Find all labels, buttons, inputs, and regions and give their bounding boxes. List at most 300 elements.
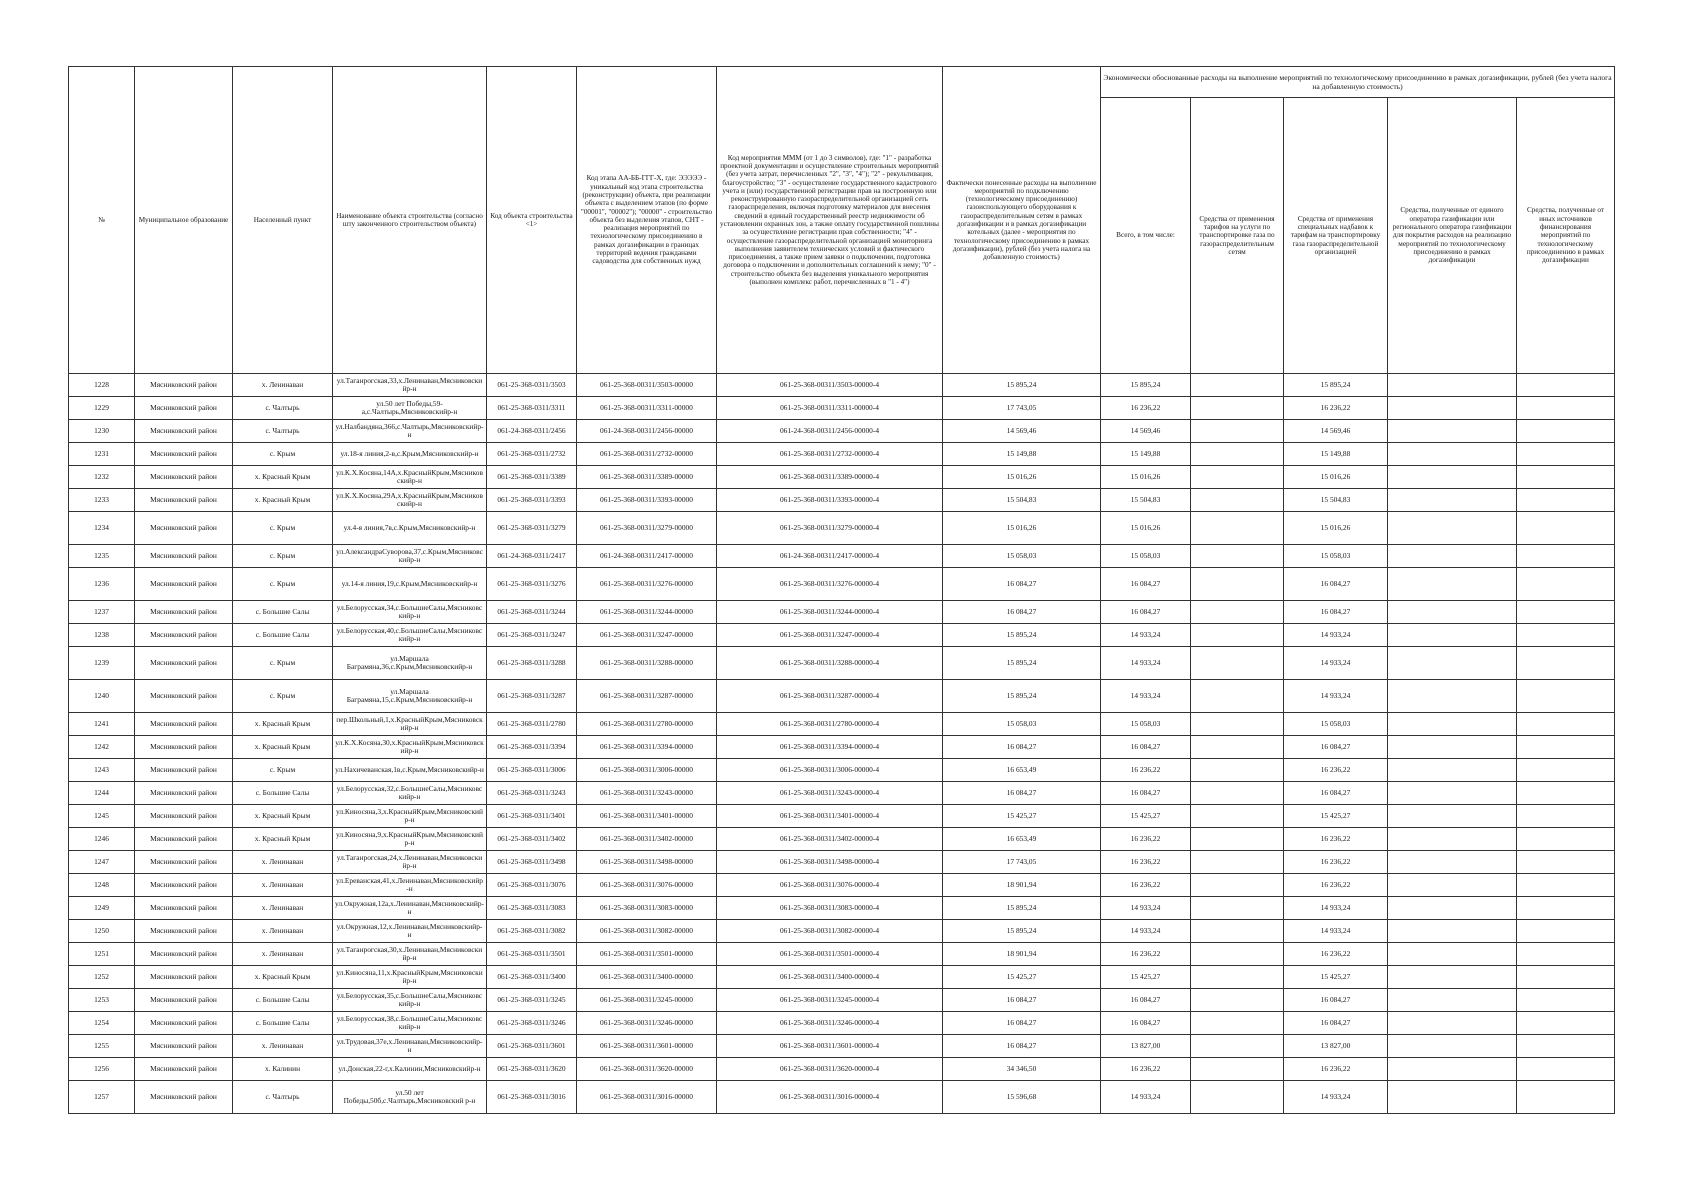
- row-tariff-transport: [1191, 851, 1284, 874]
- table-row: [69, 828, 1615, 851]
- row-number: 1231: [69, 443, 135, 466]
- row-total: 13 827,00: [1101, 1035, 1191, 1058]
- table-row: [69, 966, 1615, 989]
- table-row: [69, 920, 1615, 943]
- row-special-surcharge: 16 236,22: [1284, 943, 1388, 966]
- row-total: 16 084,27: [1101, 782, 1191, 805]
- row-tariff-transport: [1191, 397, 1284, 420]
- row-event-code: 061-25-368-00311/3498-00000-4: [717, 851, 943, 874]
- row-event-code: 061-25-368-00311/3311-00000-4: [717, 397, 943, 420]
- header-total: Всего, в том числе:: [1101, 98, 1191, 374]
- row-object-name: ул.АлександраСуворова,37,с.Крым,Мясниковскийр-н: [333, 545, 487, 568]
- row-settlement: х. Ленинаван: [233, 1035, 333, 1058]
- row-other-sources: [1517, 1035, 1615, 1058]
- row-object-code: 061-25-368-0311/3244: [487, 601, 577, 624]
- row-settlement: х. Ленинаван: [233, 851, 333, 874]
- table-row: [69, 874, 1615, 897]
- row-tariff-transport: [1191, 545, 1284, 568]
- row-actual-costs: 17 743,05: [943, 397, 1101, 420]
- row-other-sources: [1517, 943, 1615, 966]
- row-object-code: 061-25-368-0311/3503: [487, 374, 577, 397]
- row-other-sources: [1517, 545, 1615, 568]
- row-stage-code: 061-25-368-00311/3393-00000: [577, 489, 717, 512]
- row-stage-code: 061-25-368-00311/3076-00000: [577, 874, 717, 897]
- row-tariff-transport: [1191, 601, 1284, 624]
- table-row: [69, 943, 1615, 966]
- row-object-name: ул.Белорусская,40,с.БольшиеСалы,Мясниковскийр-н: [333, 624, 487, 647]
- row-special-surcharge: 16 084,27: [1284, 736, 1388, 759]
- row-special-surcharge: 15 058,03: [1284, 713, 1388, 736]
- row-actual-costs: 15 425,27: [943, 805, 1101, 828]
- row-stage-code: 061-25-368-00311/3082-00000: [577, 920, 717, 943]
- row-other-sources: [1517, 1058, 1615, 1081]
- row-event-code: 061-25-368-00311/3243-00000-4: [717, 782, 943, 805]
- row-other-sources: [1517, 374, 1615, 397]
- row-object-name: ул.Белорусская,35,с.БольшиеСалы,Мясниковскийр-н: [333, 989, 487, 1012]
- row-settlement: с. Чалтырь: [233, 1081, 333, 1114]
- row-settlement: с. Чалтырь: [233, 397, 333, 420]
- row-object-code: 061-25-368-0311/3276: [487, 568, 577, 601]
- row-special-surcharge: 16 084,27: [1284, 601, 1388, 624]
- row-other-sources: [1517, 736, 1615, 759]
- row-object-code: 061-25-368-0311/3498: [487, 851, 577, 874]
- row-stage-code: 061-25-368-00311/3394-00000: [577, 736, 717, 759]
- row-municipality: Мясниковский район: [135, 601, 233, 624]
- row-number: 1230: [69, 420, 135, 443]
- row-settlement: х. Красный Крым: [233, 805, 333, 828]
- row-special-surcharge: 13 827,00: [1284, 1035, 1388, 1058]
- row-actual-costs: 15 895,24: [943, 680, 1101, 713]
- row-object-code: 061-25-368-0311/3401: [487, 805, 577, 828]
- row-settlement: х. Ленинаван: [233, 943, 333, 966]
- row-municipality: Мясниковский район: [135, 420, 233, 443]
- table-row: [69, 759, 1615, 782]
- row-total: 16 084,27: [1101, 601, 1191, 624]
- row-other-sources: [1517, 647, 1615, 680]
- row-special-surcharge: 16 236,22: [1284, 759, 1388, 782]
- row-operator-funds: [1388, 805, 1517, 828]
- row-special-surcharge: 16 236,22: [1284, 828, 1388, 851]
- row-number: 1257: [69, 1081, 135, 1114]
- header-municipality: Муниципальное образование: [135, 67, 233, 374]
- row-special-surcharge: 15 058,03: [1284, 545, 1388, 568]
- row-special-surcharge: 16 084,27: [1284, 989, 1388, 1012]
- row-municipality: Мясниковский район: [135, 713, 233, 736]
- row-tariff-transport: [1191, 736, 1284, 759]
- row-special-surcharge: 14 933,24: [1284, 897, 1388, 920]
- row-event-code: 061-25-368-00311/3276-00000-4: [717, 568, 943, 601]
- row-stage-code: 061-25-368-00311/3503-00000: [577, 374, 717, 397]
- row-municipality: Мясниковский район: [135, 897, 233, 920]
- row-object-name: ул.К.Х.Косяна,30,х.КрасныйКрым,Мясниковскийр-н: [333, 736, 487, 759]
- table-row: [69, 466, 1615, 489]
- row-tariff-transport: [1191, 713, 1284, 736]
- row-event-code: 061-25-368-00311/3076-00000-4: [717, 874, 943, 897]
- row-municipality: Мясниковский район: [135, 943, 233, 966]
- row-number: 1251: [69, 943, 135, 966]
- row-object-code: 061-25-368-0311/3016: [487, 1081, 577, 1114]
- table-row: [69, 1012, 1615, 1035]
- row-other-sources: [1517, 624, 1615, 647]
- row-object-code: 061-25-368-0311/3402: [487, 828, 577, 851]
- row-object-code: 061-25-368-0311/3400: [487, 966, 577, 989]
- header-no: №: [69, 67, 135, 374]
- row-settlement: с. Большие Салы: [233, 989, 333, 1012]
- row-event-code: 061-25-368-00311/3246-00000-4: [717, 1012, 943, 1035]
- header-operator-funds: Средства, полученные от единого оператора газификации или регионального оператора газификации для покрытия расходов на реализацию мероприятий по технологическому присоединению в рамках догазификации: [1388, 98, 1517, 374]
- row-tariff-transport: [1191, 989, 1284, 1012]
- row-settlement: с. Большие Салы: [233, 782, 333, 805]
- row-operator-funds: [1388, 943, 1517, 966]
- row-tariff-transport: [1191, 568, 1284, 601]
- row-settlement: с. Крым: [233, 443, 333, 466]
- row-number: 1238: [69, 624, 135, 647]
- row-tariff-transport: [1191, 647, 1284, 680]
- row-other-sources: [1517, 466, 1615, 489]
- row-actual-costs: 15 149,88: [943, 443, 1101, 466]
- row-actual-costs: 15 895,24: [943, 920, 1101, 943]
- row-number: 1236: [69, 568, 135, 601]
- row-total: 14 569,46: [1101, 420, 1191, 443]
- row-object-name: ул.Окружная,12,х.Ленинаван,Мясниковскийр-н: [333, 920, 487, 943]
- row-tariff-transport: [1191, 624, 1284, 647]
- row-event-code: 061-25-368-00311/3083-00000-4: [717, 897, 943, 920]
- row-other-sources: [1517, 489, 1615, 512]
- row-actual-costs: 15 016,26: [943, 512, 1101, 545]
- row-municipality: Мясниковский район: [135, 874, 233, 897]
- row-event-code: 061-25-368-00311/3620-00000-4: [717, 1058, 943, 1081]
- row-municipality: Мясниковский район: [135, 805, 233, 828]
- row-stage-code: 061-24-368-00311/2456-00000: [577, 420, 717, 443]
- row-event-code: 061-25-368-00311/3279-00000-4: [717, 512, 943, 545]
- row-total: 16 084,27: [1101, 568, 1191, 601]
- row-other-sources: [1517, 568, 1615, 601]
- row-operator-funds: [1388, 1081, 1517, 1114]
- row-total: 15 425,27: [1101, 805, 1191, 828]
- row-operator-funds: [1388, 782, 1517, 805]
- row-other-sources: [1517, 1012, 1615, 1035]
- row-actual-costs: 16 084,27: [943, 1035, 1101, 1058]
- row-tariff-transport: [1191, 897, 1284, 920]
- row-tariff-transport: [1191, 828, 1284, 851]
- table-row: [69, 897, 1615, 920]
- header-stage-code: Код этапа АА-ББ-ГГГ-Х, где: ЭЭЭЭЭ - уникальный код этапа строительства (реконструкции) объекта, при реализации объекта с выделением этапов (по форме "00001", "00002"); "00000" - строительство объекта без выделения этапов, СНТ - реализация мероприятий по технологическому присоединению в рамках догазификации в границах территорий ведения гражданами садоводства для собственных нужд: [577, 67, 717, 374]
- row-object-code: 061-25-368-0311/3076: [487, 874, 577, 897]
- row-settlement: х. Красный Крым: [233, 713, 333, 736]
- row-total: 14 933,24: [1101, 897, 1191, 920]
- row-total: 15 016,26: [1101, 512, 1191, 545]
- row-event-code: 061-24-368-00311/2456-00000-4: [717, 420, 943, 443]
- row-stage-code: 061-25-368-00311/3287-00000: [577, 680, 717, 713]
- row-municipality: Мясниковский район: [135, 1058, 233, 1081]
- row-tariff-transport: [1191, 1012, 1284, 1035]
- header-event-code: Код мероприятия МММ (от 1 до 3 символов), где: "1" - разработка проектной документации и осуществление строительных мероприятий (без учета затрат, перечисленных "2", "3", "4"); "2" - рекультивация, благоустройство; "3" - осуществление государственного кадастрового учета и (или) государственной регистрации прав на построенную или реконструированную газораспределительной организацией сеть газораспределения, включая подготовку материалов для внесения сведений в единый государственный реестр недвижимости об установлении охранных зон, а также оплату государственной пошлины за осуществление регистрации прав собственности; "4" - осуществление газораспределительной организацией мониторинга выполнения заявителем технических условий и фактического присоединения, а также прием заявки о подключении, подготовка договора о подключении и дополнительных соглашений к нему; "0" - строительство объекта без выделения уникального мероприятия (выполнен комплекс работ, перечисленных в "1 - 4"): [717, 67, 943, 374]
- row-actual-costs: 15 895,24: [943, 624, 1101, 647]
- row-municipality: Мясниковский район: [135, 782, 233, 805]
- row-object-name: ул.Таганрогская,30,х.Ленинаван,Мясниковскийр-н: [333, 943, 487, 966]
- row-operator-funds: [1388, 568, 1517, 601]
- row-tariff-transport: [1191, 874, 1284, 897]
- row-tariff-transport: [1191, 1081, 1284, 1114]
- row-event-code: 061-25-368-00311/3244-00000-4: [717, 601, 943, 624]
- row-settlement: х. Ленинаван: [233, 897, 333, 920]
- row-operator-funds: [1388, 624, 1517, 647]
- table-row: [69, 420, 1615, 443]
- row-settlement: х. Красный Крым: [233, 466, 333, 489]
- row-municipality: Мясниковский район: [135, 512, 233, 545]
- row-operator-funds: [1388, 1035, 1517, 1058]
- row-actual-costs: 15 058,03: [943, 545, 1101, 568]
- row-operator-funds: [1388, 466, 1517, 489]
- row-actual-costs: 16 084,27: [943, 568, 1101, 601]
- row-actual-costs: 18 901,94: [943, 943, 1101, 966]
- row-municipality: Мясниковский район: [135, 828, 233, 851]
- row-event-code: 061-25-368-00311/3601-00000-4: [717, 1035, 943, 1058]
- row-object-name: ул.18-я линия,2-в,с.Крым,Мясниковскийр-н: [333, 443, 487, 466]
- row-object-code: 061-25-368-0311/3601: [487, 1035, 577, 1058]
- row-actual-costs: 15 016,26: [943, 466, 1101, 489]
- header-object-code: Код объекта строительства <1>: [487, 67, 577, 374]
- row-number: 1255: [69, 1035, 135, 1058]
- table-row: [69, 601, 1615, 624]
- row-settlement: с. Крым: [233, 647, 333, 680]
- row-object-name: ул.Белорусская,38,с.БольшиеСалы,Мясниковскийр-н: [333, 1012, 487, 1035]
- row-municipality: Мясниковский район: [135, 647, 233, 680]
- row-operator-funds: [1388, 489, 1517, 512]
- row-number: 1249: [69, 897, 135, 920]
- row-event-code: 061-25-368-00311/3503-00000-4: [717, 374, 943, 397]
- row-special-surcharge: 14 933,24: [1284, 1081, 1388, 1114]
- row-operator-funds: [1388, 374, 1517, 397]
- row-special-surcharge: 16 236,22: [1284, 1058, 1388, 1081]
- row-operator-funds: [1388, 397, 1517, 420]
- row-number: 1256: [69, 1058, 135, 1081]
- row-object-name: ул.Трудовая,37е,х.Ленинаван,Мясниковскийр-н: [333, 1035, 487, 1058]
- row-municipality: Мясниковский район: [135, 680, 233, 713]
- table-row: [69, 512, 1615, 545]
- row-total: 14 933,24: [1101, 680, 1191, 713]
- row-stage-code: 061-25-368-00311/3006-00000: [577, 759, 717, 782]
- row-settlement: с. Большие Салы: [233, 624, 333, 647]
- row-municipality: Мясниковский район: [135, 1081, 233, 1114]
- table-row: [69, 805, 1615, 828]
- row-object-code: 061-24-368-0311/2456: [487, 420, 577, 443]
- row-other-sources: [1517, 805, 1615, 828]
- row-object-name: ул.Таганрогская,33,х.Ленинаван,Мясниковскийр-н: [333, 374, 487, 397]
- row-object-name: ул.Донская,22-г,х.Калинин,Мясниковскийр-н: [333, 1058, 487, 1081]
- row-tariff-transport: [1191, 489, 1284, 512]
- row-object-name: ул.Белорусская,34,с.БольшиеСалы,Мясниковскийр-н: [333, 601, 487, 624]
- row-object-code: 061-25-368-0311/3245: [487, 989, 577, 1012]
- row-number: 1237: [69, 601, 135, 624]
- row-event-code: 061-25-368-00311/3288-00000-4: [717, 647, 943, 680]
- row-actual-costs: 15 425,27: [943, 966, 1101, 989]
- row-number: 1250: [69, 920, 135, 943]
- row-object-code: 061-25-368-0311/3246: [487, 1012, 577, 1035]
- row-municipality: Мясниковский район: [135, 851, 233, 874]
- row-other-sources: [1517, 966, 1615, 989]
- row-actual-costs: 16 084,27: [943, 782, 1101, 805]
- row-municipality: Мясниковский район: [135, 1012, 233, 1035]
- row-operator-funds: [1388, 989, 1517, 1012]
- row-special-surcharge: 14 933,24: [1284, 624, 1388, 647]
- row-other-sources: [1517, 920, 1615, 943]
- row-special-surcharge: 14 933,24: [1284, 680, 1388, 713]
- row-object-name: ул.50 лет Победы,50б,с.Чалтырь,Мясниковский р-н: [333, 1081, 487, 1114]
- row-municipality: Мясниковский район: [135, 568, 233, 601]
- row-other-sources: [1517, 874, 1615, 897]
- row-settlement: с. Крым: [233, 512, 333, 545]
- row-municipality: Мясниковский район: [135, 966, 233, 989]
- row-operator-funds: [1388, 420, 1517, 443]
- row-tariff-transport: [1191, 759, 1284, 782]
- row-object-name: ул.Киносяна,11,х.КрасныйКрым,Мясниковскийр-н: [333, 966, 487, 989]
- row-other-sources: [1517, 897, 1615, 920]
- header-other-sources: Средства, полученные от иных источников финансирования мероприятий по технологическому присоединению в рамках догазификации: [1517, 98, 1615, 374]
- table-row: [69, 851, 1615, 874]
- table-row: [69, 624, 1615, 647]
- row-operator-funds: [1388, 966, 1517, 989]
- row-other-sources: [1517, 759, 1615, 782]
- row-actual-costs: 15 058,03: [943, 713, 1101, 736]
- row-settlement: с. Крым: [233, 545, 333, 568]
- row-total: 14 933,24: [1101, 624, 1191, 647]
- row-special-surcharge: 15 425,27: [1284, 805, 1388, 828]
- header-tariff-transport: Средства от применения тарифов на услуги по транспортировке газа по газораспределительным сетям: [1191, 98, 1284, 374]
- row-special-surcharge: 14 933,24: [1284, 647, 1388, 680]
- row-settlement: с. Крым: [233, 568, 333, 601]
- row-other-sources: [1517, 680, 1615, 713]
- row-object-code: 061-25-368-0311/3006: [487, 759, 577, 782]
- row-tariff-transport: [1191, 466, 1284, 489]
- row-tariff-transport: [1191, 512, 1284, 545]
- table-row: [69, 782, 1615, 805]
- table-header: [69, 67, 1615, 374]
- row-object-code: 061-25-368-0311/3620: [487, 1058, 577, 1081]
- row-object-name: ул.Налбандяна,366,с.Чалтырь,Мясниковскийр-н: [333, 420, 487, 443]
- row-settlement: с. Большие Салы: [233, 601, 333, 624]
- row-total: 15 895,24: [1101, 374, 1191, 397]
- row-tariff-transport: [1191, 443, 1284, 466]
- row-other-sources: [1517, 512, 1615, 545]
- row-total: 16 236,22: [1101, 759, 1191, 782]
- row-total: 15 016,26: [1101, 466, 1191, 489]
- row-actual-costs: 16 653,49: [943, 828, 1101, 851]
- row-object-code: 061-25-368-0311/3311: [487, 397, 577, 420]
- row-object-name: ул.4-я линия,7в,с.Крым,Мясниковскийр-н: [333, 512, 487, 545]
- row-event-code: 061-24-368-00311/2417-00000-4: [717, 545, 943, 568]
- row-other-sources: [1517, 713, 1615, 736]
- row-number: 1239: [69, 647, 135, 680]
- row-object-code: 061-25-368-0311/2780: [487, 713, 577, 736]
- row-event-code: 061-25-368-00311/3287-00000-4: [717, 680, 943, 713]
- row-object-name: ул.Таганрогская,24,х.Ленинаван,Мясниковскийр-н: [333, 851, 487, 874]
- row-settlement: х. Ленинаван: [233, 920, 333, 943]
- row-municipality: Мясниковский район: [135, 397, 233, 420]
- row-stage-code: 061-25-368-00311/3400-00000: [577, 966, 717, 989]
- table-body: [69, 374, 1615, 1114]
- row-municipality: Мясниковский район: [135, 989, 233, 1012]
- row-operator-funds: [1388, 828, 1517, 851]
- row-object-code: 061-25-368-0311/3243: [487, 782, 577, 805]
- row-settlement: с. Крым: [233, 759, 333, 782]
- row-number: 1247: [69, 851, 135, 874]
- row-municipality: Мясниковский район: [135, 374, 233, 397]
- row-object-name: ул.Нахичеванская,1в,с.Крым,Мясниковскийр-н: [333, 759, 487, 782]
- row-operator-funds: [1388, 601, 1517, 624]
- row-object-name: ул.Окружная,12а,х.Ленинаван,Мясниковскийр-н: [333, 897, 487, 920]
- row-operator-funds: [1388, 647, 1517, 680]
- row-number: 1234: [69, 512, 135, 545]
- row-municipality: Мясниковский район: [135, 545, 233, 568]
- row-actual-costs: 16 653,49: [943, 759, 1101, 782]
- row-other-sources: [1517, 443, 1615, 466]
- row-other-sources: [1517, 397, 1615, 420]
- row-tariff-transport: [1191, 1035, 1284, 1058]
- row-actual-costs: 15 895,24: [943, 647, 1101, 680]
- row-operator-funds: [1388, 920, 1517, 943]
- row-tariff-transport: [1191, 805, 1284, 828]
- row-special-surcharge: 15 504,83: [1284, 489, 1388, 512]
- row-tariff-transport: [1191, 782, 1284, 805]
- row-special-surcharge: 16 084,27: [1284, 1012, 1388, 1035]
- row-actual-costs: 15 504,83: [943, 489, 1101, 512]
- costs-table: [68, 66, 1615, 1114]
- table-row: [69, 568, 1615, 601]
- row-number: 1254: [69, 1012, 135, 1035]
- row-object-code: 061-25-368-0311/3288: [487, 647, 577, 680]
- row-number: 1248: [69, 874, 135, 897]
- row-event-code: 061-25-368-00311/3402-00000-4: [717, 828, 943, 851]
- row-total: 16 236,22: [1101, 1058, 1191, 1081]
- row-stage-code: 061-25-368-00311/3244-00000: [577, 601, 717, 624]
- row-object-code: 061-25-368-0311/3279: [487, 512, 577, 545]
- row-total: 16 236,22: [1101, 397, 1191, 420]
- row-total: 16 236,22: [1101, 943, 1191, 966]
- row-stage-code: 061-25-368-00311/3402-00000: [577, 828, 717, 851]
- row-total: 16 084,27: [1101, 736, 1191, 759]
- row-total: 16 236,22: [1101, 828, 1191, 851]
- row-object-code: 061-25-368-0311/2732: [487, 443, 577, 466]
- row-total: 15 058,03: [1101, 545, 1191, 568]
- row-municipality: Мясниковский район: [135, 759, 233, 782]
- header-special-surcharge: Средства от применения специальных надбавок к тарифам на транспортировку газа газораспределительной организацией: [1284, 98, 1388, 374]
- row-event-code: 061-25-368-00311/3394-00000-4: [717, 736, 943, 759]
- row-tariff-transport: [1191, 943, 1284, 966]
- row-event-code: 061-25-368-00311/3245-00000-4: [717, 989, 943, 1012]
- table-row: [69, 545, 1615, 568]
- table-row: [69, 1035, 1615, 1058]
- row-event-code: 061-25-368-00311/2780-00000-4: [717, 713, 943, 736]
- row-object-name: ул.Киносяна,3,х.КрасныйКрым,Мясниковскийр-н: [333, 805, 487, 828]
- row-special-surcharge: 15 016,26: [1284, 512, 1388, 545]
- row-number: 1253: [69, 989, 135, 1012]
- row-stage-code: 061-25-368-00311/3288-00000: [577, 647, 717, 680]
- row-object-code: 061-25-368-0311/3501: [487, 943, 577, 966]
- row-actual-costs: 16 084,27: [943, 1012, 1101, 1035]
- header-object-name: Наименование объекта строительства (согласно шту законченного строительством объекта): [333, 67, 487, 374]
- row-number: 1240: [69, 680, 135, 713]
- row-special-surcharge: 15 149,88: [1284, 443, 1388, 466]
- row-total: 15 058,03: [1101, 713, 1191, 736]
- row-number: 1245: [69, 805, 135, 828]
- row-stage-code: 061-25-368-00311/2780-00000: [577, 713, 717, 736]
- row-stage-code: 061-25-368-00311/3620-00000: [577, 1058, 717, 1081]
- row-municipality: Мясниковский район: [135, 1035, 233, 1058]
- row-number: 1235: [69, 545, 135, 568]
- row-total: 16 236,22: [1101, 874, 1191, 897]
- row-tariff-transport: [1191, 374, 1284, 397]
